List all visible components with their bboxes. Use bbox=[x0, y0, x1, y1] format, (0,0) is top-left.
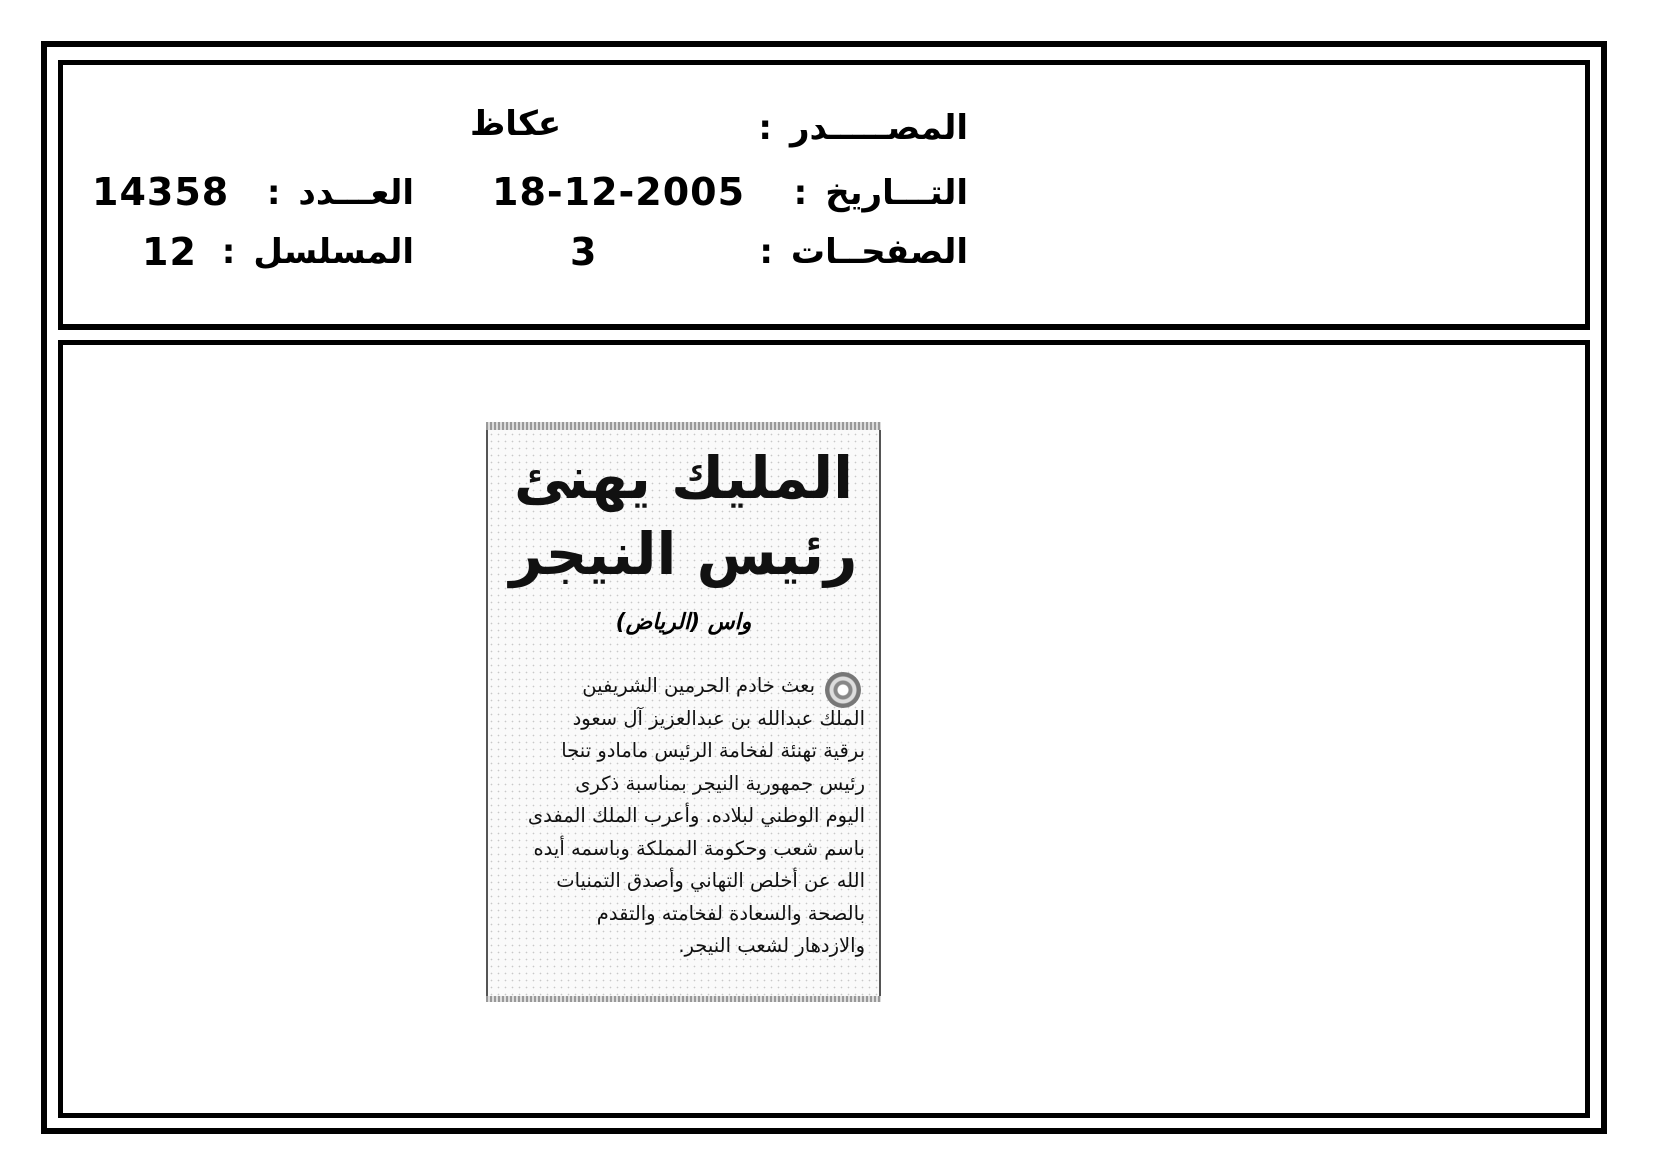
date-label: التـــاريخ bbox=[825, 173, 968, 213]
headline-line-1: المليك يهنئ bbox=[514, 444, 853, 512]
article-line: بالصحة والسعادة لفخامته والتقدم bbox=[596, 901, 865, 925]
pages-colon: : bbox=[759, 232, 773, 272]
source-colon: : bbox=[758, 108, 772, 148]
newspaper-clipping bbox=[486, 422, 881, 1002]
source-label-row bbox=[758, 108, 968, 148]
article-line: باسم شعب وحكومة المملكة وباسمه أيده bbox=[533, 836, 865, 860]
date-label-row bbox=[794, 173, 968, 213]
article-line: الله عن أخلص التهاني وأصدق التمنيات bbox=[556, 869, 865, 892]
serial-colon: : bbox=[221, 232, 236, 272]
byline: واس (الرياض) bbox=[615, 610, 752, 635]
pages-label: الصفحــات bbox=[790, 232, 968, 272]
article-line: برقية تهنئة لفخامة الرئيس مامادو تنجا bbox=[561, 739, 865, 762]
issue-colon: : bbox=[266, 173, 281, 213]
issue-label-row bbox=[267, 173, 414, 213]
source-label: المصـــــدر bbox=[789, 108, 968, 148]
article-body bbox=[500, 670, 865, 963]
article-line: الملك عبدالله بن عبدالعزيز آل سعود bbox=[572, 706, 865, 730]
pages-label-row bbox=[759, 232, 968, 272]
issue-value: 14358 bbox=[92, 170, 230, 214]
serial-label-row bbox=[222, 232, 414, 272]
article-line: والازدهار لشعب النيجر. bbox=[678, 934, 865, 957]
article-line: رئيس جمهورية النيجر بمناسبة ذكرى bbox=[575, 771, 865, 795]
article-line: بعث خادم الحرمين الشريفين bbox=[582, 674, 815, 697]
date-colon: : bbox=[793, 173, 808, 213]
article-line: اليوم الوطني لبلاده. وأعرب الملك المفدى bbox=[527, 804, 865, 827]
source-value: عكاظ bbox=[470, 104, 562, 144]
date-value: 18-12-2005 bbox=[492, 170, 746, 214]
headline-line-2: رئيس النيجر bbox=[509, 520, 858, 588]
pages-value: 3 bbox=[570, 230, 598, 274]
issue-label: العـــدد bbox=[298, 173, 414, 213]
serial-label: المسلسل bbox=[253, 232, 414, 272]
serial-value: 12 bbox=[142, 230, 197, 274]
